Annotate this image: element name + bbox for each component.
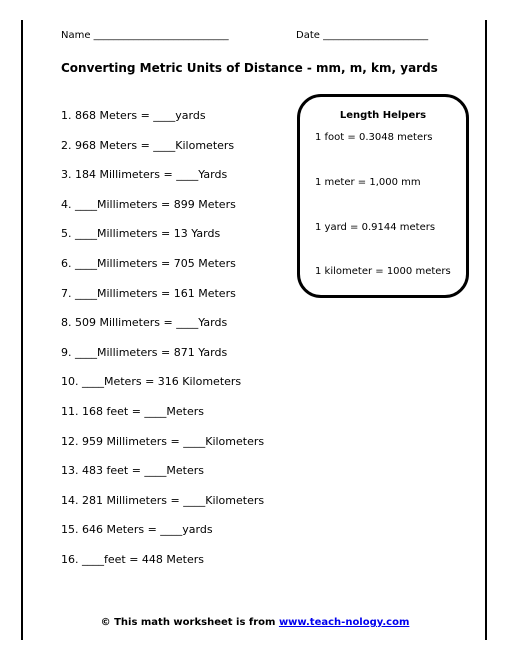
helper-meter: 1 meter = 1,000 mm [315,177,421,188]
problem-5: 5. ____Millimeters = 13 Yards [61,227,221,241]
problem-10: 10. ____Meters = 316 Kilometers [61,375,242,389]
date-field: Date _____________________ [296,30,429,41]
helper-kilometer: 1 kilometer = 1000 meters [315,266,451,277]
footer-link[interactable]: www.teach-nology.com [278,617,410,628]
problem-7: 7. ____Millimeters = 161 Meters [61,286,236,300]
problem-1: 1. 868 Meters = ____yards [61,109,206,122]
problem-14: 14. 281 Millimeters = ____Kilometers [61,493,265,507]
footer-credit [0,617,510,628]
problem-11: 11. 168 feet = ____Meters [61,404,205,418]
helpers-title: Length Helpers [339,110,427,121]
problem-2: 2. 968 Meters = ____Kilometers [61,138,235,152]
problem-9: 9. ____Millimeters = 871 Yards [61,345,228,359]
helper-yard: 1 yard = 0.9144 meters [315,222,436,233]
footer-text: © This math worksheet is from [100,617,279,628]
length-helpers-box [297,94,469,298]
problem-3: 3. 184 Millimeters = ____Yards [61,168,228,182]
problem-12: 12. 959 Millimeters = ____Kilometers [61,434,265,448]
problem-8: 8. 509 Millimeters = ____Yards [61,316,228,330]
problem-6: 6. ____Millimeters = 705 Meters [61,256,236,270]
problem-4: 4. ____Millimeters = 899 Meters [61,197,236,211]
helper-foot: 1 foot = 0.3048 meters [315,132,433,143]
problem-16: 16. ____feet = 448 Meters [61,552,205,566]
worksheet-title: Converting Metric Units of Distance - mm, m, km, yards [61,61,438,75]
name-field: Name ___________________________ [61,30,229,41]
problem-list [61,109,264,583]
problem-15: 15. 646 Meters = ____yards [61,523,213,537]
problem-13: 13. 483 feet = ____Meters [61,464,205,478]
